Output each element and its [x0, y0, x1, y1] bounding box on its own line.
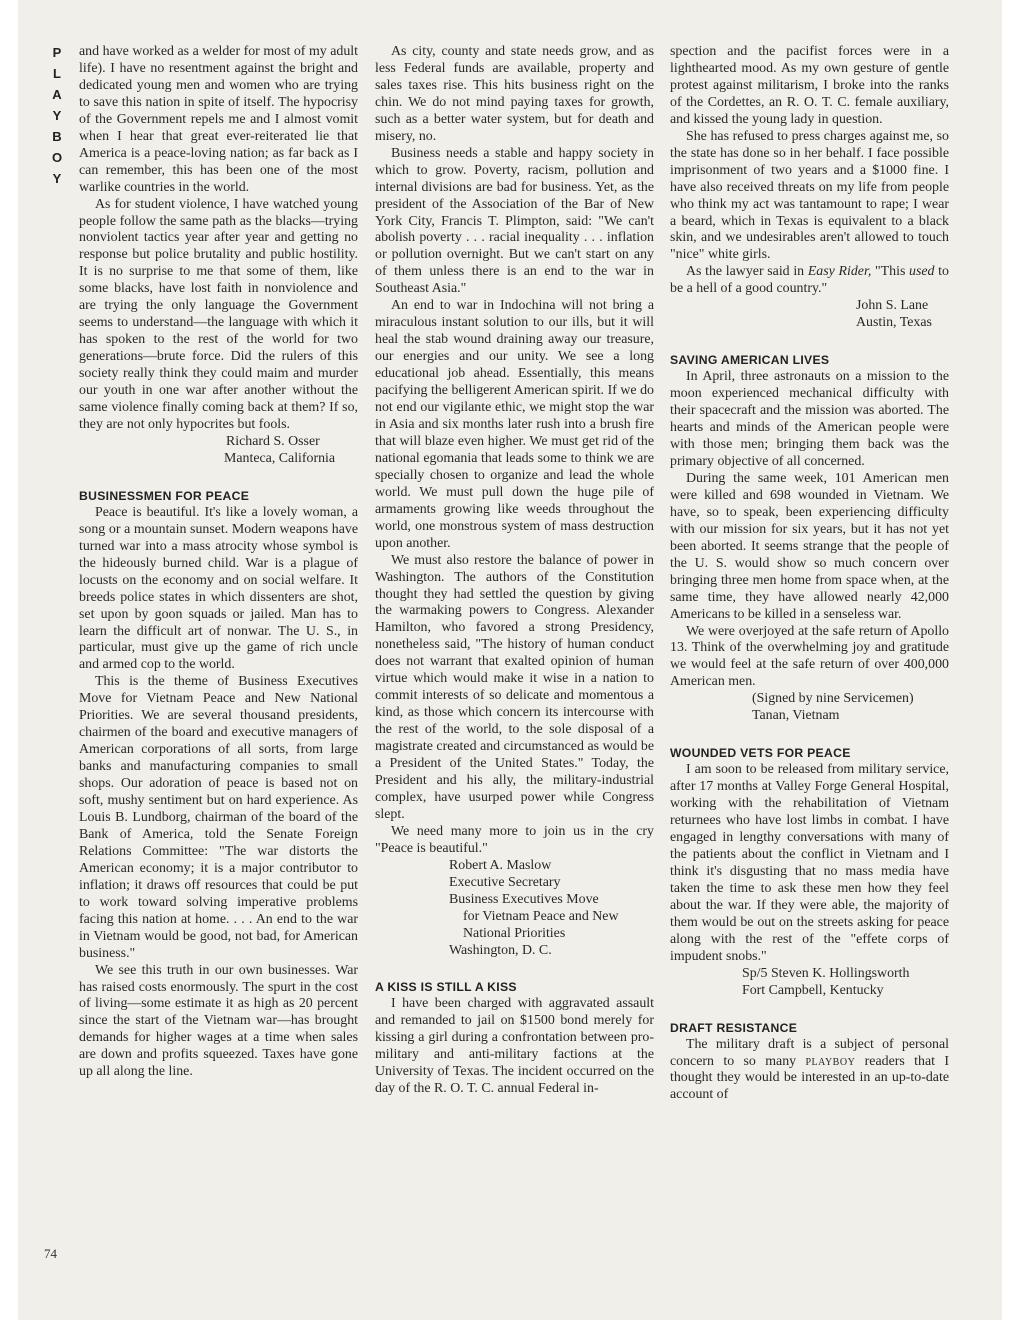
title-letter: A [52, 87, 62, 102]
signature-name: Richard S. Osser [226, 433, 320, 449]
paragraph: An end to war in Indochina will not bring a miraculous instant solution to our ills, but it will heal the stab wound draining away our treasure, our energies and our unity. We see a long educational job ahead. Essentially, this means pacifying the belligerent American spirit. If we do not end our vigilante ethic, we might stop the war in Asia and six months later rush into a brush fire that will blaze even higher. We must get rid of the national egomania that leads some to think we are specially chosen to organize and lead the whole world. We must pull down the huge pile of armaments growing like weeds throughout the world, one monstrous system of mass destruction upon another. [375, 298, 654, 551]
emphasis: used [909, 264, 935, 280]
column-2 [375, 44, 654, 1098]
paragraph: We must also restore the balance of power in Washington. The authors of the Constitution thought they had settled the question by giving the warmaking powers to Congress. Alexander Hamilton, who favored a strong Presidency, nonetheless said, "The history of human conduct does not warrant that exalted opinion of human virtue which would make it wise in a nation to commit interests of so delicate and momentous a kind, as those which concern its intercourse with the rest of the world, to the sole disposal of a magistrate created and circumstanced as would be a President of the United States." Today, the President and his ally, the military-industrial complex, have usurped power while Congress slept. [375, 552, 654, 822]
paragraph: As for student violence, I have watched young people follow the same path as the blacks—trying nonviolent tactics year after year and getting no response but police brutality and public hostility. It is no surprise to me that some of them, like some blacks, have lost faith in nonviolence and are trying the only language the Government seems to understand—the language with which it has spoken to the rest of the world for two generations—brute force. Did the rulers of this society really think they could maim and murder our youth in one war after another without the same violence finally coming back at them? If so, they are not only hypocrites but fools. [79, 196, 358, 432]
title-letter: P [52, 45, 62, 60]
section-heading: BUSINESSMEN FOR PEACE [79, 488, 250, 503]
film-title: Easy Rider, [807, 264, 872, 280]
section-heading: SAVING AMERICAN LIVES [670, 353, 830, 368]
signature-place: Austin, Texas [856, 315, 932, 331]
text-run: As the lawyer said in [686, 264, 808, 280]
paragraph [670, 1037, 949, 1105]
paragraph: She has refused to press charges against me, so the state has done so in her behalf. I face possible imprisonment of two years and a $1000 fine. I have also received threats on my life from people who think my act was tantamount to rape; I wear a beard, which in Texas is equivalent to a black skin, and we undesirables aren't allowed to touch "nice" white girls. [670, 128, 949, 263]
text-run: "This [871, 264, 910, 280]
paragraph: We see this truth in our own businesses. War has raised costs enormously. The spurt in the cost of living—some estimate it as high as 20 percent since the start of the Vietnam war—has brought demands for higher wages at a time when sales are down and profits squeezed. Taxes have gone up all along the line. [79, 962, 358, 1080]
paragraph: We were overjoyed at the safe return of Apollo 13. Think of the overwhelming joy and gratitude we would feel at the safe return of over 400,000 American men. [670, 623, 949, 690]
signature-place: Tanan, Vietnam [752, 708, 840, 724]
signature-name: John S. Lane [856, 298, 929, 314]
letter-signature [79, 434, 358, 468]
magazine-running-title [46, 42, 68, 189]
paragraph [670, 264, 949, 298]
signature-name: Robert A. Maslow [449, 857, 552, 873]
signature-title: Executive Secretary [449, 874, 561, 890]
column-1 [79, 44, 358, 1081]
page-left-margin [0, 0, 18, 1320]
letter-signature [670, 966, 949, 1000]
text-run: The military draft is a subject of personal concern to so many [670, 1036, 949, 1069]
signature-place: Fort Campbell, Kentucky [742, 982, 884, 998]
title-letter: L [53, 66, 61, 81]
paragraph: spection and the pacifist forces were in a lighthearted mood. As my own gesture of gentle protest against militarism, I broke into the ranks of the Cordettes, an R. O. T. C. female auxiliary, and kissed the young lady in question. [670, 44, 949, 127]
signature-place: Manteca, California [224, 450, 336, 466]
signature-organization: for Vietnam Peace and New [463, 908, 619, 924]
paragraph: Business needs a stable and happy society in which to grow. Poverty, racism, pollution and internal divisions are bad for business. Yet, as the president of the Association of the Bar of New York City, Francis T. Plimpton, said: "We can't abolish poverty . . . racial inequality . . . inflation or pollution overnight. But we can't start on any of them unless there is an end to the war in Southeast Asia." [375, 145, 654, 297]
signature-name: Sp/5 Steven K. Hollingsworth [742, 965, 910, 981]
page-number: 74 [44, 1246, 57, 1261]
title-letter: Y [52, 171, 62, 186]
magazine-name: playboy [805, 1053, 856, 1069]
page-right-margin [1002, 0, 1020, 1320]
paragraph: Peace is beautiful. It's like a lovely woman, a song or a mountain sunset. Modern weapons have turned war into a mass atrocity whose symbol is the hideously burned child. War is a plague of locusts on the economy and on social welfare. It breeds police states in which dissenters are shot, set upon by goon squads or jailed. Man has to learn the difficult art of nonwar. The U. S., in particular, must give up the game of rich uncle and armed cop to the world. [79, 504, 358, 673]
section-heading: A KISS IS STILL A KISS [375, 980, 517, 995]
letter-signature [375, 858, 654, 960]
paragraph: I have been charged with aggravated assault and remanded to jail on $1500 bond merely for kissing a girl during a confrontation between pro-military and anti-military factions at the University of Texas. The incident occurred on the day of the R. O. T. C. annual Federal in- [375, 996, 654, 1097]
signature-name: (Signed by nine Servicemen) [752, 691, 914, 707]
text-run: to be a hell of a good country." [670, 264, 949, 297]
paragraph: I am soon to be released from military service, after 17 months at Valley Forge General Hospital, working with the rehabilitation of Vietnam returnees who have lost limbs in combat. I have engaged in lengthy conversations with many of the patients about the conflict in Vietnam and I think it's disgusting that no mass media have taken the time to ask these men how they feel about the war. If they were able, the majority of them would be out on the streets asking for peace along with the rest of the "effete corps of impudent snobs." [670, 762, 949, 964]
section-heading: WOUNDED VETS FOR PEACE [670, 746, 851, 761]
letter-signature [670, 298, 949, 332]
signature-organization: National Priorities [463, 925, 566, 941]
signature-organization: Business Executives Move [449, 891, 599, 907]
paragraph: and have worked as a welder for most of my adult life). I have no resentment against the bright and dedicated young men and women who are trying to save this nation in spite of itself. The hypocrisy of the Government repels me and I almost vomit when I hear that great ever-reiterated lie that America is a peace-loving nation; as far back as I can remember, this has been one of the most warlike countries in the world. [79, 44, 358, 195]
letter-signature [670, 691, 949, 725]
title-letter: Y [52, 108, 62, 123]
paragraph: In April, three astronauts on a mission to the moon experienced mechanical difficulty with their spacecraft and the mission was aborted. The hearts and minds of the American people were with those men; bringing them back was the primary objective of all concerned. [670, 369, 949, 469]
title-letter: B [52, 129, 62, 144]
section-heading: DRAFT RESISTANCE [670, 1020, 798, 1035]
column-3 [670, 44, 949, 1104]
title-letter: O [51, 150, 63, 165]
paragraph: We need many more to join us in the cry "Peace is beautiful." [375, 823, 654, 856]
paragraph: As city, county and state needs grow, and as less Federal funds are available, property and sales taxes rise. This hits business right on the chin. We do not mind paying taxes for growth, such as a better water system, but for death and misery, no. [375, 44, 654, 144]
signature-place: Washington, D. C. [449, 942, 552, 958]
paragraph: During the same week, 101 American men were killed and 698 wounded in Vietnam. We have, so to speak, been experiencing difficulty with our mission for six years, but it has not yet been aborted. It seems strange that the people of the U. S. would show so much concern over bringing three men home from space when, at the same time, they have allowed nearly 42,000 Americans to be killed in a senseless war. [670, 470, 949, 622]
text-run: readers that I thought they would be interested in an up-to-date account of [670, 1053, 949, 1103]
paragraph: This is the theme of Business Executives Move for Vietnam Peace and New National Priorities. We are several thousand presidents, chairmen of the board and executive managers of American corporations of all sorts, from large banks and manufacturing companies to small shops. Our adoration of peace is based not on soft, mushy sentiment but on hard experience. As Louis B. Lundborg, chairman of the board of the Bank of America, told the Senate Foreign Relations Committee: "The war distorts the American economy; it is a major contributor to inflation; it draws off resources that could be put to work toward solving imperative problems facing this nation at home. . . . An end to the war in Vietnam would be good, not bad, for American business." [79, 674, 358, 961]
